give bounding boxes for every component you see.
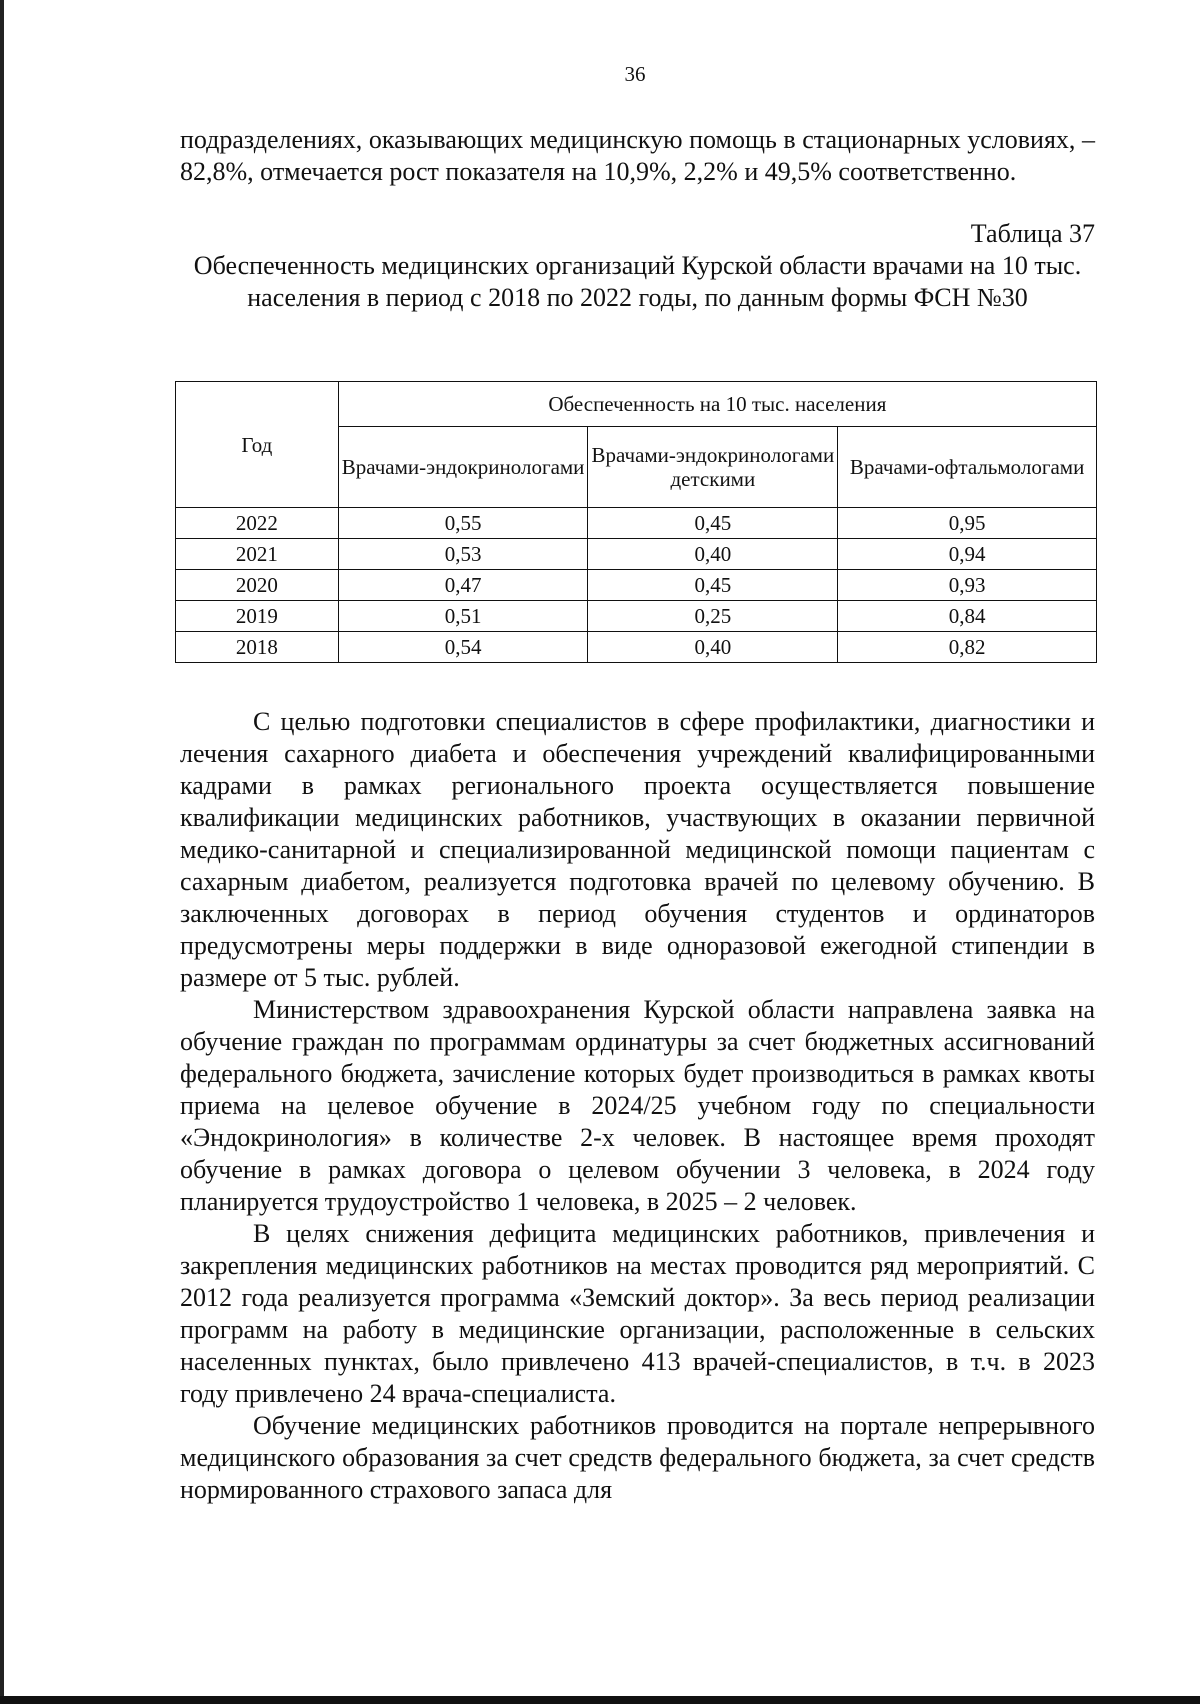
header-endocrinologists: Врачами-эндокринологами [338, 427, 588, 508]
cell-endo-child: 0,40 [588, 539, 838, 570]
paragraph-residency: Министерством здравоохранения Курской области направлена заявка на обучение граждан по программам ординатуры за счет бюджетных ассигнований федерального бюджета, зачисление которых будет производиться в рамках квоты приема на целевое обучение в 2024/25 учебном году по специальности «Эндокринология» в количестве 2-х человек. В настоящее время проходят обучение в рамках договора о целевом обучении 3 человека, в 2024 году планируется трудоустройство 1 человека, в 2025 – 2 человек. [180, 995, 1095, 1216]
header-pediatric-endocrinologists: Врачами-эндокринологами детскими [588, 427, 838, 508]
cell-ophth: 0,82 [838, 632, 1097, 663]
header-year: Год [176, 382, 339, 508]
paragraph-zemsky-doctor: В целях снижения дефицита медицинских работников, привлечения и закрепления медицинских работников на местах проводится ряд мероприятий. С 2012 года реализуется программа «Земский доктор». За весь период реализации программ на работу в медицинские организации, расположенные в сельских населенных пунктах, было привлечено 413 врачей-специалистов, в т.ч. в 2023 году привлечено 24 врача-специалиста. [180, 1219, 1095, 1408]
cell-endo: 0,55 [338, 508, 588, 539]
cell-ophth: 0,84 [838, 601, 1097, 632]
table-row [176, 601, 1097, 632]
cell-endo: 0,51 [338, 601, 588, 632]
scan-edge-bottom [0, 1696, 1200, 1704]
cell-ophth: 0,93 [838, 570, 1097, 601]
cell-endo: 0,47 [338, 570, 588, 601]
cell-endo-child: 0,45 [588, 570, 838, 601]
cell-year: 2022 [176, 508, 339, 539]
doctors-per-10k-table [175, 381, 1097, 663]
cell-ophth: 0,94 [838, 539, 1097, 570]
table-title: Обеспеченность медицинских организаций Курской области врачами на 10 тыс. населения в период с 2018 по 2022 годы, по данным формы ФСН №30 [193, 251, 1082, 312]
cell-year: 2018 [176, 632, 339, 663]
page-number: 36 [624, 62, 646, 86]
paragraph-diabetes-training: С целью подготовки специалистов в сфере профилактики, диагностики и лечения сахарного диабета и обеспечения учреждений квалифицированными кадрами в рамках регионального проекта осуществляется повышение квалификации медицинских работников, участвующих в оказании первичной медико-санитарной и специализированной медицинской помощи пациентам с сахарным диабетом, реализуется подготовка врачей по целевому обучению. В заключенных договорах в период обучения студентов и ординаторов предусмотрены меры поддержки в виде одноразовой ежегодной стипендии в размере от 5 тыс. рублей. [180, 707, 1095, 992]
cell-year: 2021 [176, 539, 339, 570]
paragraph-continuing-education: Обучение медицинских работников проводится на портале непрерывного медицинского образования за счет средств федерального бюджета, за счет средств нормированного страхового запаса для [180, 1411, 1095, 1504]
cell-endo-child: 0,40 [588, 632, 838, 663]
header-group: Обеспеченность на 10 тыс. населения [338, 382, 1096, 427]
table-row [176, 539, 1097, 570]
table-row [176, 570, 1097, 601]
cell-ophth: 0,95 [838, 508, 1097, 539]
cell-year: 2020 [176, 570, 339, 601]
table-row [176, 632, 1097, 663]
cell-endo: 0,54 [338, 632, 588, 663]
cell-endo: 0,53 [338, 539, 588, 570]
cell-endo-child: 0,45 [588, 508, 838, 539]
cell-year: 2019 [176, 601, 339, 632]
table-label: Таблица 37 [970, 219, 1095, 248]
header-ophthalmologists: Врачами-офтальмологами [838, 427, 1097, 508]
scan-edge-left [0, 0, 4, 1704]
cell-endo-child: 0,25 [588, 601, 838, 632]
intro-paragraph [180, 124, 1095, 188]
body-text [180, 706, 1095, 1506]
table-row [176, 508, 1097, 539]
intro-paragraph-text: подразделениях, оказывающих медицинскую помощь в стационарных условиях, – 82,8%, отмечается рост показателя на 10,9%, 2,2% и 49,5% соответственно. [180, 125, 1095, 186]
